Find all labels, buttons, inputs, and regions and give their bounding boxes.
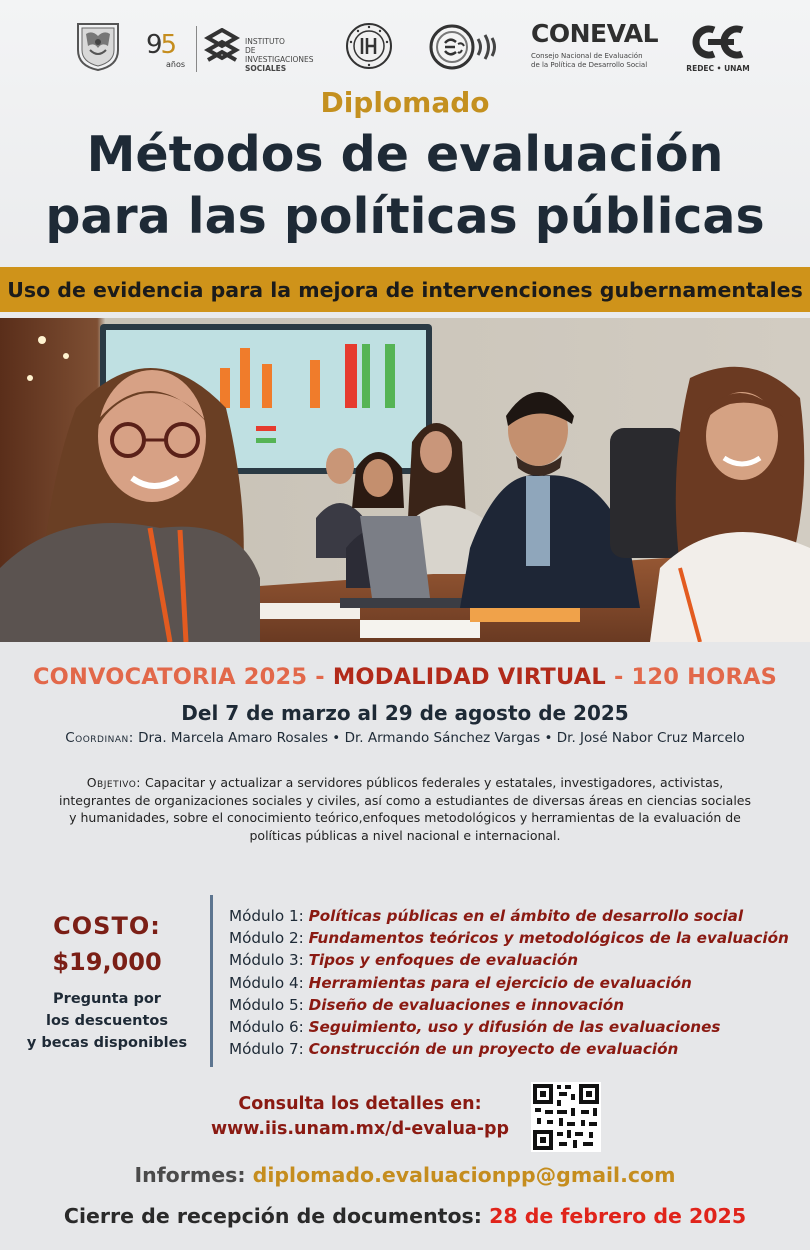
- deadline-label: Cierre de recepción de documentos:: [63, 1204, 490, 1228]
- module-name: Fundamentos teóricos y metodológicos de la evaluación: [308, 929, 789, 948]
- anniversary-logo: [146, 30, 192, 70]
- details-url-link[interactable]: www.iis.unam.mx/d-evalua-pp: [210, 1119, 510, 1139]
- contact-label: Informes:: [134, 1163, 253, 1187]
- logo-row: [0, 14, 810, 80]
- module-number: Módulo 3:: [229, 951, 304, 970]
- details-info: [190, 1092, 530, 1142]
- subtitle-band: [0, 267, 810, 312]
- module-number: Módulo 6:: [229, 1018, 304, 1037]
- title-line-1: Métodos de evaluación: [86, 126, 724, 183]
- program-dates: Del 7 de marzo al 29 de agosto de 2025: [181, 701, 629, 725]
- coneval-name: CONEVAL: [531, 19, 659, 48]
- convocatoria-hours: - 120 HORAS: [605, 664, 778, 690]
- ec-logo-icon: [428, 22, 500, 72]
- module-number: Módulo 2:: [229, 929, 304, 948]
- page-title: [0, 124, 810, 248]
- institute-seal-logo-icon: [345, 22, 393, 70]
- coneval-line2: de la Política de Desarrollo Social: [531, 60, 648, 69]
- unam-seal-logo-icon: [72, 20, 124, 72]
- deadline-info: [0, 1204, 810, 1228]
- objective-text: Capacitar y actualizar a servidores públicos federales y estatales, investigadores, activistas, integrantes de organizaciones sociales y civiles, así como a estudiantes de diversas áreas en ciencias sociales y humanidades, sobre el conocimiento teórico,enfoques metodológicos y herramientas de la evaluación de políticas públicas a nivel nacional e internacional.: [58, 775, 751, 843]
- module-name: Seguimiento, uso y difusión de las evaluaciones: [308, 1018, 721, 1037]
- module-number: Módulo 1:: [229, 907, 304, 925]
- coordinators-names: Dra. Marcela Amaro Rosales • Dr. Armando Sánchez Vargas • Dr. José Nabor Cruz Marcelo: [138, 730, 745, 746]
- module-item: [229, 994, 809, 1016]
- iis-logo-text: [245, 37, 325, 73]
- details-label: Consulta los detalles en:: [238, 1094, 482, 1114]
- contact-info: [0, 1163, 810, 1187]
- module-item: [229, 949, 809, 971]
- coordinators: [0, 730, 810, 746]
- subtitle: Uso de evidencia para la mejora de intervenciones gubernamentales: [7, 277, 803, 302]
- iis-line1: INSTITUTO: [245, 37, 285, 46]
- module-name: Diseño de evaluaciones e innovación: [308, 995, 625, 1014]
- anniversary-number: 95: [146, 30, 176, 60]
- redec-text: REDEC • UNAM: [686, 64, 750, 73]
- qr-code-icon[interactable]: [531, 1082, 601, 1152]
- program-type: Diplomado: [320, 86, 490, 119]
- module-name: Herramientas para el ejercicio de evaluación: [308, 973, 692, 992]
- cost-note-line1: Pregunta por: [53, 991, 161, 1007]
- convocatoria-line: [0, 664, 810, 690]
- module-item: [229, 1038, 809, 1060]
- module-item: [229, 972, 809, 994]
- module-item: [229, 905, 809, 927]
- coneval-logo: [531, 19, 659, 76]
- deadline-date: 28 de febrero de 2025: [489, 1204, 747, 1228]
- title-line-2: para las políticas públicas: [45, 188, 765, 245]
- module-number: Módulo 7:: [229, 1040, 304, 1059]
- objective: [58, 774, 752, 844]
- modules-list: [229, 905, 809, 1060]
- iis-mark-icon: [204, 28, 240, 68]
- module-number: Módulo 5:: [229, 995, 304, 1014]
- objective-label: Objetivo:: [86, 775, 142, 790]
- logo-divider: [196, 26, 197, 72]
- cost-label: COSTO:: [53, 912, 161, 940]
- module-name: Políticas públicas en el ámbito de desarrollo social: [308, 907, 744, 925]
- module-item: [229, 927, 809, 949]
- convocatoria-year: CONVOCATORIA 2025 -: [32, 664, 333, 690]
- redec-mark-icon: [686, 24, 750, 60]
- cost-note: [20, 988, 194, 1054]
- redec-logo: [686, 24, 750, 76]
- module-name: Tipos y enfoques de evaluación: [308, 951, 579, 970]
- coordinators-label: Coordinan:: [65, 730, 134, 746]
- contact-email-link[interactable]: diplomado.evaluacionpp@gmail.com: [252, 1163, 676, 1187]
- team-meeting-photo: [0, 318, 810, 642]
- anniversary-word: años: [166, 60, 186, 69]
- module-item: [229, 1016, 809, 1038]
- header-section: [0, 0, 810, 318]
- cost-note-line2: los descuentos: [45, 1013, 169, 1029]
- convocatoria-modality: MODALIDAD VIRTUAL: [332, 664, 606, 690]
- iis-line2: DE INVESTIGACIONES: [245, 46, 314, 64]
- coneval-description: [531, 52, 656, 69]
- modules-divider: [210, 895, 213, 1067]
- coneval-line1: Consejo Nacional de Evaluación: [531, 52, 643, 60]
- module-number: Módulo 4:: [229, 973, 304, 992]
- cost-value: $19,000: [52, 948, 162, 976]
- iis-line3: SOCIALES: [245, 64, 287, 73]
- module-name: Construcción de un proyecto de evaluación: [308, 1040, 679, 1059]
- cost-note-line3: y becas disponibles: [26, 1035, 188, 1051]
